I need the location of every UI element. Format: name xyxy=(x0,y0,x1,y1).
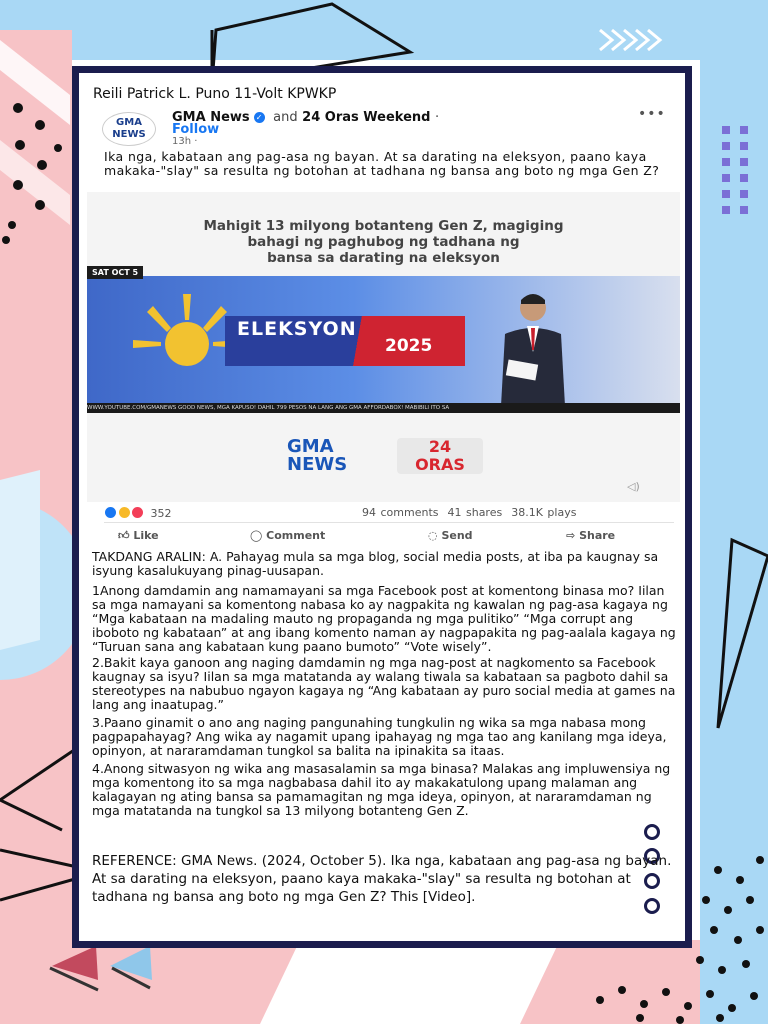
eleksyon-word: ELEKSYON xyxy=(237,318,357,340)
video-thumbnail[interactable] xyxy=(87,192,680,502)
haha-reaction-icon xyxy=(118,506,131,519)
plays-count: 38.1K plays xyxy=(511,506,577,519)
post-actions xyxy=(104,522,674,545)
co-page-link[interactable]: 24 Oras Weekend xyxy=(302,110,431,125)
video-headline xyxy=(87,218,680,266)
verified-badge-icon: ✓ xyxy=(254,112,265,123)
question-3: 3.Paano ginamit o ano ang naging pangunahing tungkulin ng wika sa mga nabasa mong pagpapahayag? Ang wika ay nagamit upang ipahayag ng mga tao ang kanilang mga ideya, opinyon, at nararamdaman tungkol sa balita na ipinakita sa itaas. xyxy=(92,715,667,758)
and-text: and xyxy=(273,110,298,125)
follow-button[interactable]: Follow xyxy=(172,122,220,137)
messenger-icon: ◌ xyxy=(428,529,438,542)
send-button[interactable] xyxy=(428,529,473,542)
oras-logo-top: 24 xyxy=(428,437,452,456)
comments-count[interactable]: 94 comments xyxy=(362,506,439,519)
headline-line-3: bansa sa darating na eleksyon xyxy=(267,250,500,266)
gma-news-logo xyxy=(287,438,347,474)
volume-icon[interactable]: ◁) xyxy=(627,480,640,493)
comment-button[interactable] xyxy=(250,529,325,542)
post-header xyxy=(100,106,680,150)
question-4: 4.Anong sitwasyon ng wika ang masasalamin sa mga binasa? Malakas ang impluwensiya ng mga komentong ito sa mga nagbabasa dahil ito ay makakatulong upang malaman ang kalagayan ng ating bansa sa pamamagitan ng mga ideya, opinyon, at nararamdaman ng mga matatanda na tungkol sa 13 milyong botanteng Gen Z. xyxy=(92,761,671,818)
news-studio-frame xyxy=(87,276,680,406)
broadcast-logos xyxy=(287,438,507,478)
oras-logo-bottom: ORAS xyxy=(415,455,465,474)
post-time: 13h · xyxy=(172,136,198,147)
separator-dot: · xyxy=(435,110,440,125)
news-ticker: WWW.YOUTUBE.COM/GMANEWS GOOD NEWS, MGA KAPUSO! DAHIL 799 PESOS NA LANG ANG GMA AFFORDABOX! MABIBILI ITO SA xyxy=(87,403,680,413)
comment-icon: ◯ xyxy=(250,529,263,542)
share-icon: ⇨ xyxy=(566,529,576,542)
like-label: Like xyxy=(133,529,159,542)
avatar-text-bottom: NEWS xyxy=(112,129,146,140)
post-caption: Ika nga, kabataan ang pag-asa ng bayan. At sa darating na eleksyon, paano kaya makaka-"slay" sa resulta ng botohan at tadhana ng bansa ang boto ng mga Gen Z? xyxy=(104,149,660,178)
reference-citation: REFERENCE: GMA News. (2024, October 5). Ika nga, kabataan ang pag-asa ng bayan. At sa darating na eleksyon, paano kaya makaka-"slay" sa resulta ng botohan at tadhana ng bansa ang boto ng mga Gen Z? This [Video]. xyxy=(92,853,672,905)
page-name-link[interactable]: GMA News xyxy=(172,110,250,125)
gma-news-avatar[interactable] xyxy=(102,112,156,146)
more-options-icon[interactable]: ••• xyxy=(638,106,666,122)
question-2: 2.Bakit kaya ganoon ang naging damdamin ng mga nag-post at nagkomento sa Facebook kaugnay sa isyu? Iilan sa mga matatanda ay walang tiwala sa kabataan sa pagboto dahil sa stereotypes na nabubuo ngayon kagaya ng “Ang kabataan ay puro social media at games na lang ang inaatupag.” xyxy=(92,655,676,712)
send-label: Send xyxy=(441,529,473,542)
like-reaction-icon xyxy=(104,506,117,519)
date-chip: SAT OCT 5 xyxy=(87,266,143,279)
news-anchor-figure xyxy=(477,288,587,406)
headline-line-1: Mahigit 13 milyong botanteng Gen Z, magiging xyxy=(203,218,564,234)
comment-label: Comment xyxy=(266,529,326,542)
reaction-count: 352 xyxy=(150,507,172,520)
gma-logo-bottom: NEWS xyxy=(287,454,348,475)
question-1: 1Anong damdamin ang namamayani sa mga Facebook post at komentong binasa mo? Iilan sa mga namayani sa komentong nabasa ko ay nagpakita ng kawalan ng pag-asa kagaya ng “Mga kabataan na madaling mauto ng propaganda ng mga pulitiko” “Mga corrupt ang iboboto ng kabataan” at ang ibang komento naman ay nagpapakita ng pag-aalala kagaya ng “Turuan sana ang kabataan kung paano bumoto” “Vote wisely”. xyxy=(92,583,676,654)
love-reaction-icon xyxy=(131,506,144,519)
gma-logo-top: GMA xyxy=(287,436,334,457)
share-button[interactable] xyxy=(566,529,615,542)
thumbs-up-icon: 👍︎ xyxy=(118,529,130,542)
share-label: Share xyxy=(579,529,616,542)
shares-count[interactable]: 41 shares xyxy=(447,506,503,519)
author-line: Reili Patrick L. Puno 11-Volt KPWKP xyxy=(93,86,337,102)
assignment-heading: TAKDANG ARALIN: A. Pahayag mula sa mga blog, social media posts, at iba pa kaugnay sa isyung kasalukuyang pinag-uusapan. xyxy=(92,549,659,578)
reaction-summary[interactable] xyxy=(104,506,172,520)
24-oras-logo xyxy=(397,438,483,474)
like-button[interactable] xyxy=(118,529,159,542)
avatar-text-top: GMA xyxy=(116,117,142,128)
assignment-section xyxy=(92,550,677,820)
headline-line-2: bahagi ng paghubog ng tadhana ng xyxy=(247,234,520,250)
eleksyon-year: 2025 xyxy=(385,336,433,356)
post-stats xyxy=(362,506,576,519)
